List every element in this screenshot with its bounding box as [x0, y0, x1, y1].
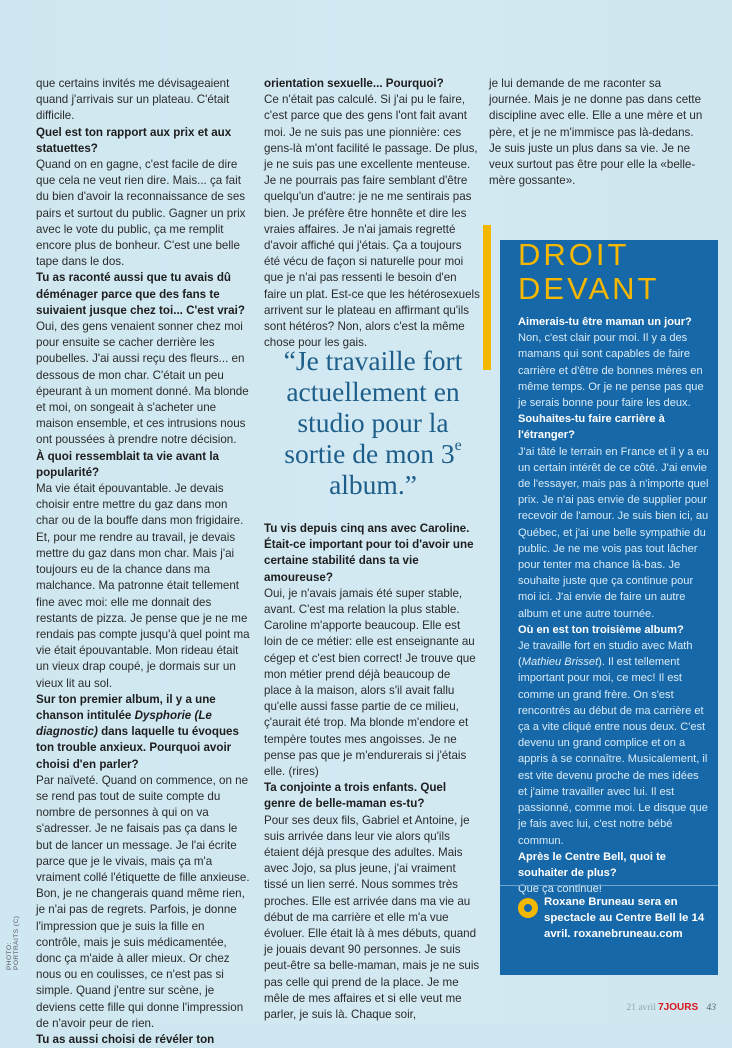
- page-number: 43: [706, 1003, 716, 1013]
- column-middle-top: [264, 76, 480, 351]
- sidebar-droit-devant: [500, 237, 718, 975]
- eye-icon: [518, 898, 538, 918]
- answer-text: J'ai tâté le terrain en France et il y a eu un certain intérêt de ce côté. J'ai envie de l'essayer, mais pas à n'importe quel prix. Je n'ai pas envie de supplier pour recevoir de l'amour. Je suis bien ici, au Québec, et j'ai une belle sympathie du public. Je ne me vois pas tout lâcher pour tenter ma chance là-bas. Je souhaite juste que ça continue pour moi ici. J'ai envie de faire un autre album et une autre tournée.: [518, 445, 709, 620]
- question-belle-maman: Ta conjointe a trois enfants. Quel genre de belle-maman es-tu?: [264, 781, 447, 811]
- question-before-fame: À quoi ressemblait ta vie avant la popularité?: [36, 449, 219, 479]
- question-maman: Aimerais-tu être maman un jour?: [518, 316, 692, 328]
- question-orientation-start: Tu as aussi choisi de révéler ton: [36, 1032, 215, 1046]
- question-etranger: Souhaites-tu faire carrière à l'étranger?: [518, 413, 665, 442]
- question-album: Où en est ton troisième album?: [518, 623, 684, 636]
- answer-text: Par naïveté. Quand on commence, on ne se rend pas tout de suite compte du nombre de personnes à qui on va s'adresser. Je ne faisais pas ça dans le but de lancer un message. Je l'ai écrite parce que je le vivais, mais ça m'a vraiment collé l'étiquette de fille anxieuse. Bon, je ne changerais quand même rien, je n'ai pas de regrets. Parfois, je donne l'impression que je suis la fille en contrôle, mais je suis médicamentée, donc ça m'aide à aller mieux. Or chez nous ou en coulisses, ce n'est pas si simple. Quand j'entre sur scène, je deviens cette fille qui donne l'impression de n'avoir peur de rien.: [36, 773, 250, 1030]
- answer-text: Pour ses deux fils, Gabriel et Antoine, je suis arrivée dans leur vie alors qu'ils étaient déjà presque des adultes. Mais avec Jojo, sa plus jeune, j'ai vraiment tissé un lien serré. Nous sommes très proches. Elle est arrivée dans ma vie au début de ma carrière et elle m'a vue évoluer. Elle était là à mes débuts, quand je jouais devant 90 personnes. Je suis peut-être sa belle-maman, mais je ne suis pas celle qui prend de la place. Je me mêle de mes affaires et si elle veut me parler, je suis là. Chaque soir,: [264, 813, 480, 1022]
- sidebar-accent-bar: [483, 225, 491, 370]
- issue-date: 21 avril: [626, 1003, 656, 1013]
- answer-text: Que ça continue!: [518, 883, 602, 896]
- sidebar-body: [518, 314, 710, 897]
- answer-text: Oui, je n'avais jamais été super stable, avant. C'est ma relation la plus stable. Caroline m'apporte beaucoup. Elle est loin de ce métier: elle est enseignante au cégep et c'est bien correct! Je trouve que mon métier prend déjà beaucoup de place à la maison, alors s'il avait fallu qu'elle aussi fasse partie de ce milieu, ç'aurait été trop. Ma blonde m'endore et tempère toutes mes angoisses. Je ne pense pas que je m'endurerais si j'étais elle. (rires): [264, 586, 476, 779]
- answer-text: Quand on en gagne, c'est facile de dire que cela ne veut rien dire. Mais... ça fait du bien d'avoir la reconnaissance de ses pairs et surtout du public. Gagner un prix avec le vote du public, ça me remplit encore plus de bonheur. C'est une belle tape dans le dos.: [36, 158, 246, 269]
- answer-text: Ma vie était épouvantable. Je devais choisir entre mettre du gaz dans mon char ou de la bouffe dans mon frigidaire. Et, pour me rendre au travail, je devais mettre du gaz dans mon char. Mais j'ai toujours eu de la chance dans ma malchance. Ma patronne était tellement fine avec moi: elle me donnait des restants de pizza. Je pense que je ne me rendais pas compte jusqu'à quel point ma vie était épouvantable. Mon rideau était un vieux drap coupé, je dormais sur un vieux lit au sol.: [36, 482, 250, 690]
- column-left: [36, 76, 250, 1048]
- question-prizes: Quel est ton rapport aux prix et aux statuettes?: [36, 125, 232, 155]
- column-right-top: [489, 76, 703, 189]
- question-orientation-end: orientation sexuelle... Pourquoi?: [264, 77, 444, 90]
- question-centre-bell: Après le Centre Bell, quoi te souhaiter de plus?: [518, 850, 666, 879]
- sidebar-title: DROIT DEVANT: [518, 237, 660, 306]
- photo-credit: PHOTO: PORTRAITS (C): [6, 915, 20, 970]
- pull-quote: “Je travaille fort actuellement en studio pour la sortie de mon 3e album.”: [283, 345, 463, 500]
- answer-text: Non, c'est clair pour moi. Il y a des mamans qui sont capables de faire carrière et d'être de bonnes mères en même temps. Or je ne pense pas que je serais bonne pour faire les deux.: [518, 332, 704, 410]
- magazine-logo: 7JOURS: [658, 1002, 699, 1013]
- answer-text: Ce n'était pas calculé. Si j'ai pu le faire, c'est parce que des gens l'ont fait avant moi. Je ne suis pas une pionnière: ces gens-là m'ont facilité le passage. De plus, je ne suis pas une excellente menteuse. Je ne pourrais pas faire semblant d'être quelqu'un d'autre: je ne me sentirais pas bien. Je préfère être honnête et dire les vraies affaires. Je n'ai jamais regretté d'avoir affiché qui j'étais. Ça a toujours été vécu de façon si naturelle pour moi que je n'ai pas ressenti le besoin d'en faire un plat. Est-ce que les hétérosexuels arrivent sur le plateau en affirmant qu'ils sont hétéros? Non, alors c'est la même chose pour les gais.: [264, 93, 480, 350]
- sidebar-footer: [500, 885, 718, 938]
- answer-text: je lui demande de me raconter sa journée. Mais je ne donne pas dans cette discipline avec elle. Elle a une mère et un père, et je ne m'immisce pas là-dedans. Je suis juste un plus dans sa vie. Je ne veux surtout pas être pour elle la «belle-mère gossante».: [489, 77, 703, 188]
- page-folio: [626, 1002, 716, 1013]
- question-fans: Tu as raconté aussi que tu avais dû déménager parce que des fans te suivaient jusque chez toi... C'est vrai?: [36, 271, 245, 317]
- answer-text: que certains invités me dévisageaient quand j'arrivais sur un plateau. C'était difficile.: [36, 77, 230, 123]
- answer-text: Je travaille fort en studio avec Math (Mathieu Brisset). Il est tellement important pour moi, ce mec! Il est comme un grand frère. On s'est rencontrés au début de ma carrière et ça a vite cliqué entre nous deux. C'est devenu un grand complice et on a appris à se connaître. Musicalement, il est vite devenu proche de mes idées et j'aime travailler avec lui. Il est passionné, comme moi. Le disque que je fais avec lui, c'est notre bébé commun.: [518, 640, 708, 847]
- column-middle-bottom: [264, 521, 480, 1023]
- question-caroline: Tu vis depuis cinq ans avec Caroline. Était-ce important pour toi d'avoir une certaine stabilité dans ta vie amoureuse?: [264, 522, 474, 584]
- question-first-album: Sur ton premier album, il y a une chanson intitulée Dysphorie (Le diagnostic) dans laquelle tu évoques ton trouble anxieux. Pourquoi avoir choisi d'en parler?: [36, 692, 239, 771]
- event-info: Roxane Bruneau sera en spectacle au Centre Bell le 14 avril. roxanebruneau.com: [544, 896, 705, 940]
- answer-text: Oui, des gens venaient sonner chez moi pour ensuite se cacher derrière les poubelles. J'ai aussi reçu des fleurs... en dessous de mon char. C'était un peu épeurant à un moment donné. Ma blonde et moi, on songeait à s'acheter une maison ensemble, et ces intrusions nous ont poussées à prendre notre décision.: [36, 320, 249, 447]
